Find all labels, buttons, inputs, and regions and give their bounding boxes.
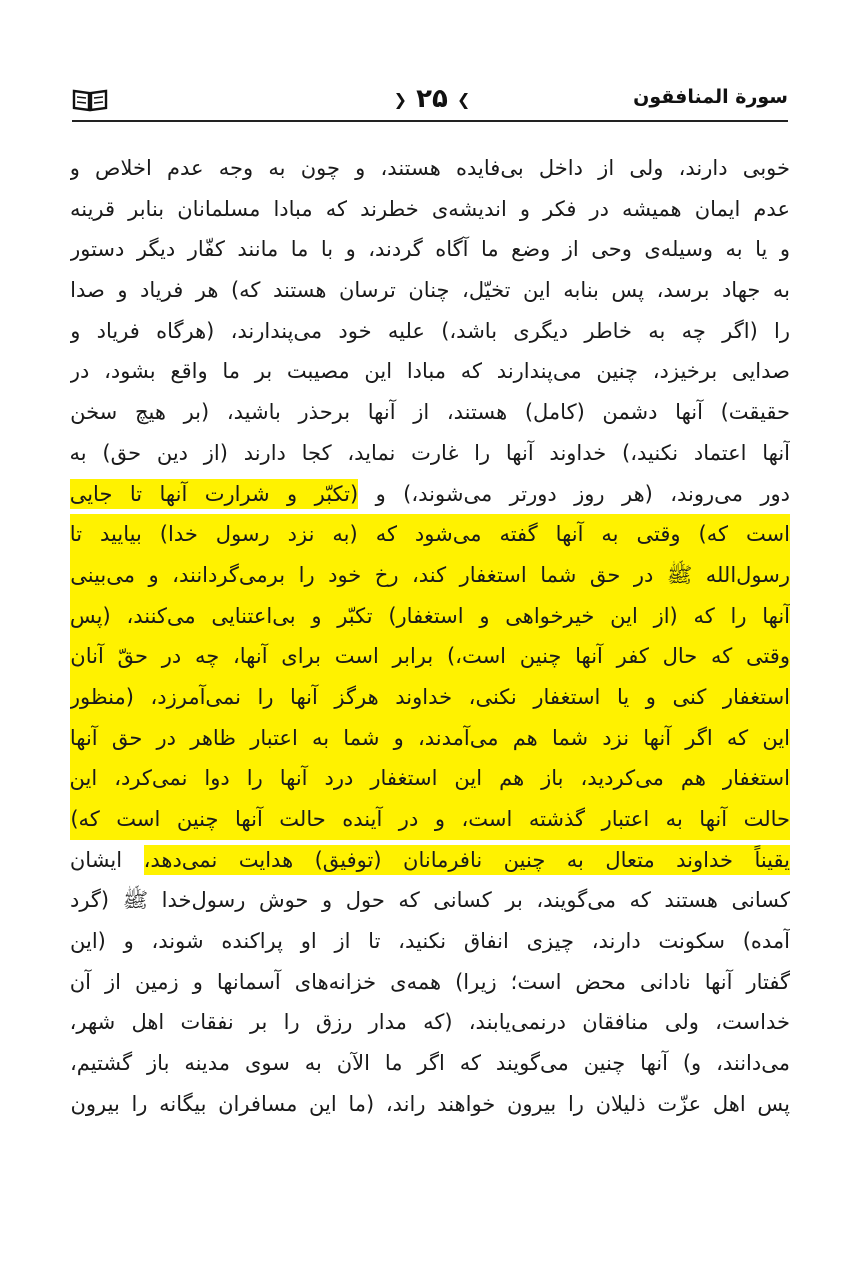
line-text: را (اگر چه به خاطر دیگری باشد،) علیه خود می‌پندارند، (هرگاه فریاد و	[70, 318, 790, 343]
text-line	[70, 311, 790, 352]
highlighted-text: (تکبّر و شرارت آنها تا جایی	[70, 479, 358, 509]
line-text: کسانی هستند که می‌گویند، بر کسانی که حول و حوش رسول‌خدا ﷺ (گرد	[70, 888, 790, 913]
line-text: آمده) سکونت دارند، چیزی انفاق نکنید، تا از او پراکنده شوند، و (این	[70, 929, 790, 954]
page-header	[72, 78, 788, 122]
text-line	[70, 962, 790, 1003]
text-line-highlighted	[70, 555, 790, 596]
highlighted-text: حالت آنها به اعتبار گذشته است، و در آینده حالت آنها چنین است که)	[70, 807, 790, 831]
line-text: گفتار آنها نادانی محض است؛ زیرا) همه‌ی خزانه‌های آسمانها و زمین از آن	[70, 969, 790, 994]
line-text: آنها اعتماد نکنید،) خداوند آنها را غارت نماید، کجا دارند (از دین حق) به	[70, 440, 790, 465]
text-line	[70, 474, 790, 515]
text-line-highlighted	[70, 596, 790, 637]
line-text: پس اهل عزّت ذلیلان را بیرون خواهند راند، (ما این مسافران بیگانه را بیرون	[70, 1091, 790, 1116]
text-line	[70, 189, 790, 230]
line-text: ایشان	[70, 847, 144, 872]
text-line	[70, 392, 790, 433]
ornament-left: ❮	[393, 90, 408, 109]
line-text: حقیقت) آنها دشمن (کامل) هستند، از آنها برحذر باشید، (بر هیچ سخن	[70, 400, 790, 425]
text-line-highlighted	[70, 799, 790, 840]
text-line-highlighted	[70, 758, 790, 799]
text-line	[70, 1084, 790, 1125]
line-text: دور می‌روند، (هر روز دورتر می‌شوند،) و	[358, 481, 790, 506]
line-text: خوبی دارند، ولی از داخل بی‌فایده هستند، و چون به وجه عدم اخلاص و	[70, 156, 790, 180]
open-book-icon	[72, 88, 108, 112]
text-line	[70, 921, 790, 962]
text-line	[70, 229, 790, 270]
line-text: خداست، ولی منافقان درنمی‌یابند، (که مدار رزق را بر نفقات اهل شهر،	[70, 1010, 790, 1035]
page-number-value: ۲۵	[416, 84, 448, 114]
highlighted-text: استغفار هم می‌کردید، باز هم این استغفار درد آنها را دوا نمی‌کرد، این	[70, 766, 790, 791]
highlighted-text: استغفار کنی و یا استغفار نکنی، خداوند هرگز آنها را نمی‌آمرزد، (منظور	[70, 684, 790, 709]
text-line	[70, 1043, 790, 1084]
text-line	[70, 1002, 790, 1043]
text-line	[70, 880, 790, 921]
text-line-highlighted	[70, 677, 790, 718]
text-line-highlighted	[70, 514, 790, 555]
text-line	[70, 148, 790, 189]
highlighted-text: یقیناً خداوند متعال به چنین نافرمانان (توفیق) هدایت نمی‌دهد،	[144, 845, 790, 875]
header-divider	[72, 120, 788, 122]
line-text: به جهاد برسد، پس بنابه این تخیّل، چنان ترسان هستند که) هر فریاد و صدا	[70, 278, 790, 303]
page-body	[70, 148, 790, 1125]
ornament-right: ❯	[456, 90, 471, 109]
text-line	[70, 351, 790, 392]
text-line-highlighted	[70, 718, 790, 759]
text-line	[70, 433, 790, 474]
page-number	[372, 84, 492, 114]
line-text: صدایی برخیزد، چنین می‌پندارند که مبادا این مصیبت بر ما واقع بشود، در	[70, 359, 790, 384]
highlighted-text: وقتی که حال کفر آنها چنین است،) برابر است برای آنها، چه در حقّ آنان	[70, 644, 790, 669]
surah-title: سورة المنافقون	[633, 86, 788, 108]
text-line	[70, 840, 790, 881]
line-text: عدم ایمان همیشه در فکر و اندیشه‌ی خطرند که مبادا مسلمانان بنابر قرینه	[70, 196, 790, 221]
highlighted-text: آنها را که (از این خیرخواهی و استغفار) تکبّر و بی‌اعتنایی می‌کنند، (پس	[70, 603, 790, 628]
highlighted-text: است که) وقتی به آنها گفته می‌شود که (به نزد رسول خدا) بیایید تا	[70, 522, 790, 547]
highlighted-text: رسول‌الله ﷺ در حق شما استغفار کند، رخ خود را برمی‌گردانند، و می‌بینی	[70, 562, 790, 587]
text-line-highlighted	[70, 636, 790, 677]
text-line	[70, 270, 790, 311]
line-text: و یا به وسیله‌ی وحی از وضع ما آگاه گردند، و با ما مانند کفّار دیگر دستور	[70, 237, 790, 262]
line-text: می‌دانند، و) آنها چنین می‌گویند که اگر ما الآن به سوی مدینه باز گشتیم،	[70, 1051, 790, 1076]
highlighted-text: این که اگر آنها نزد شما هم می‌آمدند، و شما به اعتبار ظاهر در حق آنها	[70, 725, 790, 750]
